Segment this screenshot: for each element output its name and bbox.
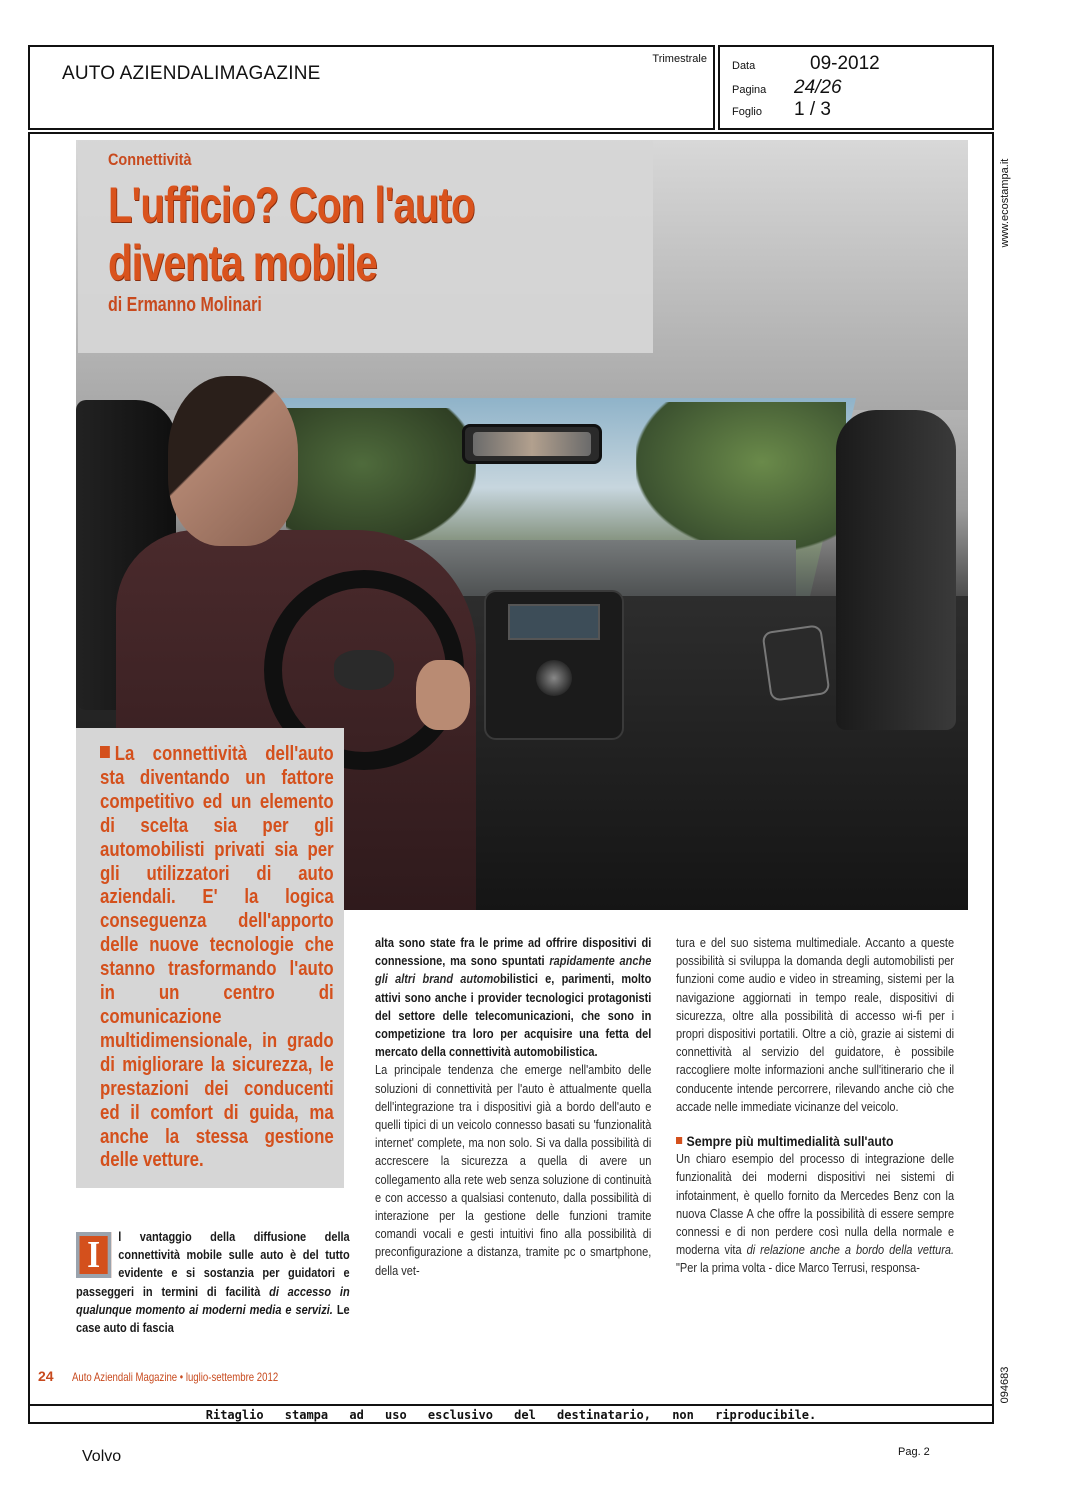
meta-label: Foglio [732,106,762,118]
col3-text-a: tura e del suo sistema multimediale. Accanto a queste possibilità si sviluppa la domanda degli automobilisti per funzioni come audio e video in streaming, sistemi per la navigazione aggiornati in tempo reale, dispositivi di sicurezza, oltre alla possibilità di accesso wi-fi per i propri dispositivi portatili. Oltre a ciò, grazie ai sistemi di connettività al servizio del guidatore, è possibile raccogliere molte informazioni anche sull'itinerario che il conducente intende percorrere, rilevando anche ciò che accade nelle immediate vicinanze del veicolo. [676,936,955,1114]
meta-row-pagina [732,77,842,99]
side-code [996,1360,1014,1410]
lead-box [76,728,344,1188]
col1-text-c: Le case auto di fascia [76,1302,350,1336]
meta-label: Pagina [732,84,767,96]
col2-text-d: La principale tendenza che emerge nell'ambito delle soluzioni di connettività per l'auto è attualmente quella dell'integrazione tra i dispositivi già a bordo dell'auto e quelli tipici di un veicolo connesso basati su 'funzionalità internet' complete, ma non solo. Si va dalla possibilità di accrescere la sicurezza a quella di avere un collegamento alla rete web senza soluzione di continuità e con accesso a qualsiasi contenuto, dalla possibilità di interazione per la gestione delle funzioni tramite comandi vocali e gesti intuitivi fino alla possibilità di preconfigurazione a distanza, tramite pc o smartphone, della vet- [375,1063,652,1278]
column-3 [676,934,954,1278]
dropcap [76,1232,111,1278]
subheading-text: Sempre più multimedialità sull'auto [686,1133,894,1150]
col3-text-b: Un chiaro esempio del processo di integrazione delle funzionalità dei moderni dispositivi nei sistemi di infotainment, è quello fornito da Mercedes Benz con la nuova Classe A che offre la possibilità di essere sempre connessi e di non perdere così nulla della normale e moderna vita [676,1152,955,1258]
column-1 [76,1228,350,1337]
clipping-notice: Ritaglio stampa ad uso esclusivo del destinatario, non riproducibile. [30,1404,992,1424]
title-line-2: diventa mobile [108,235,377,291]
meta-row-foglio [732,99,831,121]
col3-text-d: "Per la prima volta - dice Marco Terrusi, responsa- [676,1261,920,1276]
col1-text-a: l vantaggio della diffusione della connettività mobile sulle auto è del tutto evidente e si sostanzia per guidatori e passeggeri in termini di facilità [76,1230,350,1299]
folio-page-number: 24 [38,1368,54,1384]
dropcap-letter: I [87,1234,101,1276]
page-folio [38,1368,329,1384]
col2-text-a: alta sono state fra le prime ad offrire dispositivi di connessione, ma sono spuntati [375,936,652,969]
meta-row-data [732,53,880,75]
driver [168,376,298,546]
center-console [484,590,624,740]
col2-text-c: bilistici e, parimenti, molto attivi sono anche i provider tecnologici protagonisti del settore delle telecomunicazioni, che sono in competizione tra loro per acquisire una fetta del mercato della connettività automobilistica. [375,972,652,1060]
footer-brand: Volvo [82,1448,122,1465]
header-publication-box [28,45,715,130]
side-url-text: www.ecostampa.it [999,158,1011,248]
subheading [676,1132,954,1150]
square-bullet-icon [676,1137,682,1144]
lead-text: La connettività dell'auto sta diventando un fattore competitivo ed un elemento di scelta sia per gli automobilisti privati sia per gli utilizzatori di auto aziendali. E' la logica conseguenza dell'apporto delle nuove tecnologie che stanno trasformando l'auto in un centro di comunicazione multidimensionale, in grado di migliorare la sicurezza, le prestazioni dei conducenti ed il comfort di guida, ma anche la stessa gestione delle vetture. [100,742,334,1172]
side-url [996,148,1014,258]
col2-text-b: rapidamente anche gli altri brand automo [375,954,652,987]
title-box [78,140,653,353]
meta-label: Data [732,60,756,72]
article-title [108,176,652,292]
rearview-mirror [462,424,602,464]
col3-text-c: di relazione anche a bordo della vettura. [746,1243,955,1258]
byline: di Ermanno Molinari [108,294,262,316]
folio-text: Auto Aziendali Magazine • luglio-settembre 2012 [71,1370,278,1384]
lead-paragraph [100,742,334,1172]
frequency-label: Trimestrale [652,53,707,65]
title-line-1: L'ufficio? Con l'auto [108,177,475,233]
column-2 [375,934,651,1280]
section-rubric: Connettività [108,150,192,169]
footer-page-number: Pag. 2 [898,1446,930,1458]
header-meta-box [718,45,994,130]
square-bullet-icon [100,746,110,758]
col1-text-b: di accesso in qualunque momento ai moderni media e servizi. [76,1284,350,1317]
publication-name: AUTO AZIENDALIMAGAZINE [62,63,321,84]
meta-value: 1 / 3 [794,99,831,120]
meta-value: 24/26 [794,77,842,98]
side-code-text: 094683 [999,1366,1011,1404]
meta-value: 09-2012 [810,53,880,74]
